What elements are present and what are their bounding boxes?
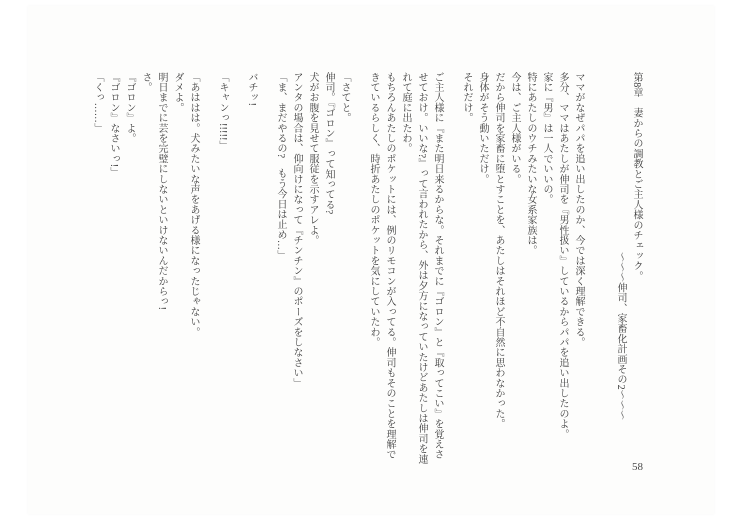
blank-line [259, 72, 272, 467]
text-line: もちろんあたしのポケットには、例のリモコンが入ってる。伸司もそのことを理解できているらしく、時折あたしのポケットを気にしていたわ。 [368, 72, 395, 460]
text-line: さ。 [140, 72, 151, 93]
text-line: 犬がお腹を見せて服従を示すアレよ。 [307, 72, 318, 246]
text-line: それだけ。 [461, 72, 472, 123]
text-line: 「くっ……」 [92, 72, 103, 134]
chapter-subtitle: 〜〜〜伸司、家畜化計画その2〜〜〜 [615, 252, 626, 421]
text-line: だから伸司を家畜に堕とすことを、あたしはそれほど不自然に思わなかった。 [493, 72, 504, 429]
text-line: 今は、ご主人様がいる。 [509, 72, 520, 185]
blank-line [586, 72, 599, 467]
text-line: ママがなぜパパを追い出したのか、今では深く理解できる。 [573, 72, 584, 348]
text-line: 『ゴロン』よ。 [124, 72, 135, 144]
page-text [74, 72, 644, 467]
text-line: バチッ! [246, 72, 257, 107]
blank-line [445, 72, 458, 467]
page-number: 58 [632, 461, 643, 473]
text-line: ダメよ。 [172, 72, 183, 113]
text-line: 「さてと。 [339, 72, 350, 123]
text-line: アンタの場合は、仰向けになって『チンチン』のポーズをしなさい」 [291, 72, 302, 389]
text-line: ご主人様に『また明日来るからな。それまでに『ゴロン』と『取ってこい』を覚えさせておけ。いいな?』って言われたから、外は夕方になっていたけどあたしは伸司を連れて庭に出たわ。 [400, 72, 443, 465]
blank-line [230, 72, 243, 467]
text-line: 「ま、まだやるの? もう今日は止め…」 [275, 72, 286, 261]
text-line: 多分、ママはあたしが伸司を『男性扱い』しているからパパを追い出したのよ。 [557, 72, 568, 440]
text-line: 「あははは。犬みたいな声をあげる様になったじゃない。 [188, 72, 199, 338]
text-line: 『ゴロン』なさいっ!」 [108, 72, 119, 178]
text-line: 伸司。『ゴロン』って知ってる? [323, 72, 334, 215]
blank-line [201, 72, 214, 467]
blank-line [599, 72, 612, 467]
text-line: 家に『男』は一人でいいの。 [541, 72, 552, 205]
chapter-title: 第8章 妻からの調教とご主人様のチェック。 [631, 72, 642, 282]
text-line: 身体がそう動いただけ。 [477, 72, 488, 185]
text-line: 特にあたしのウチみたいな女系家族は。 [525, 72, 536, 256]
text-line: 明日までに芸を完璧にしないといけないんだからっ! [156, 72, 167, 311]
blank-line [352, 72, 365, 467]
text-line: 「キャンっ!!!!!」 [217, 72, 228, 151]
